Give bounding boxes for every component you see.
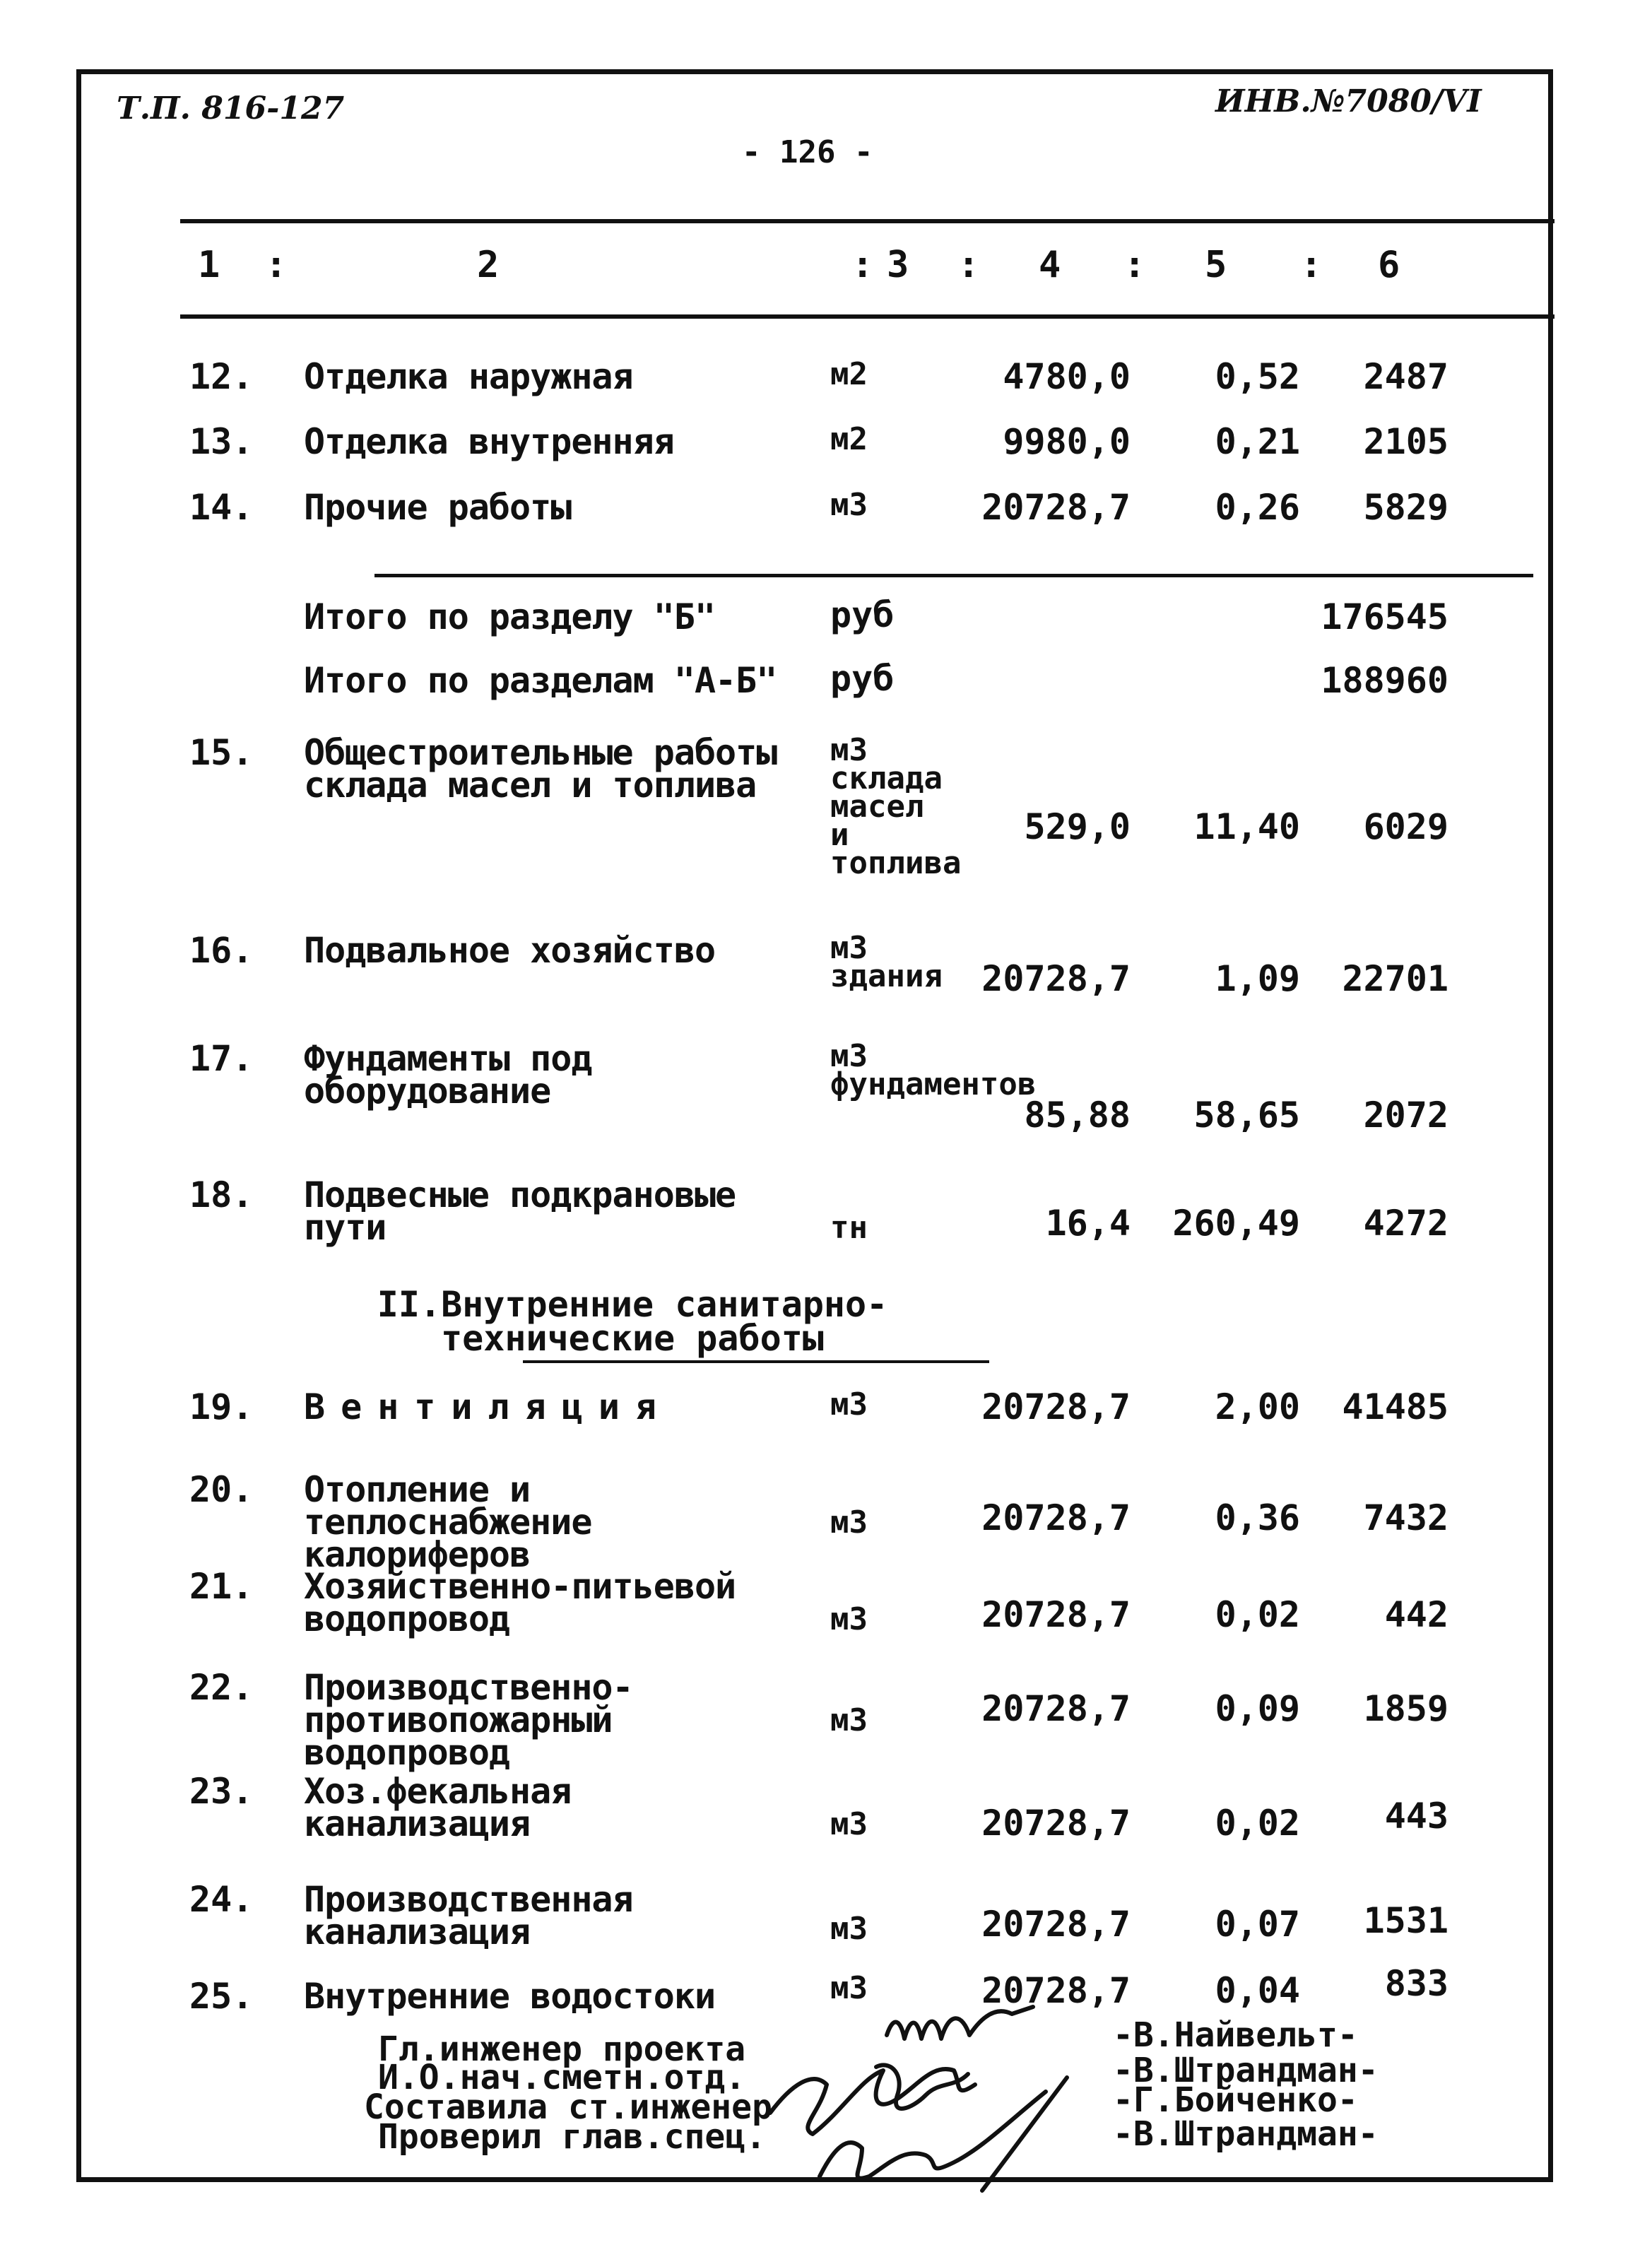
row-rate: 0,52	[1215, 356, 1300, 397]
row-number: 18.	[189, 1174, 254, 1215]
col-sep: :	[851, 244, 874, 286]
col-header-3: 3	[887, 244, 909, 286]
section-title: II.Внутренние санитарно-технические работы	[377, 1284, 888, 1359]
col-header-6: 6	[1378, 244, 1400, 286]
row-qty: 20728,7	[981, 1594, 1131, 1635]
row-rate: 0,02	[1215, 1803, 1300, 1844]
row-name: Фундаменты под оборудование	[304, 1038, 592, 1112]
row-qty: 20728,7	[981, 1803, 1131, 1844]
row-qty: 9980,0	[1003, 421, 1131, 462]
row-number: 17.	[189, 1038, 254, 1079]
row-name: Отопление и теплоснабжение калориферов	[304, 1469, 592, 1575]
row-unit: м2	[830, 356, 868, 392]
row-number: 14.	[189, 487, 254, 528]
col-header-5: 5	[1205, 244, 1227, 286]
signature-scribble	[887, 2007, 1033, 2039]
row-rate: 2,00	[1215, 1386, 1300, 1427]
row-rate: 0,26	[1215, 487, 1300, 528]
row-total: 7432	[1363, 1497, 1449, 1538]
signer-role: Гл.инженер проекта	[378, 2029, 746, 2069]
row-rate: 0,21	[1215, 421, 1300, 462]
row-number: 15.	[189, 732, 254, 773]
row-name: Прочие работы	[304, 487, 572, 528]
subtotal-unit: руб	[830, 658, 895, 699]
row-qty: 20728,7	[981, 958, 1131, 999]
row-unit: м3	[830, 1504, 868, 1540]
row-total: 443	[1384, 1796, 1449, 1837]
row-number: 20.	[189, 1469, 254, 1510]
row-total: 22701	[1342, 958, 1449, 999]
col-sep: :	[957, 244, 980, 286]
row-number: 13.	[189, 421, 254, 462]
signer-role: И.О.нач.сметн.отд.	[378, 2058, 746, 2097]
row-name: Хозяйственно-питьевой водопровод	[304, 1566, 736, 1639]
signer-name: -Г.Бойченко-	[1113, 2080, 1358, 2120]
row-name: Вентиляция	[304, 1386, 673, 1427]
signer-name: -В.Найвельт-	[1113, 2015, 1358, 2055]
row-number: 12.	[189, 356, 254, 397]
row-unit: м3	[830, 1601, 868, 1637]
row-total: 41485	[1342, 1386, 1449, 1427]
row-qty: 20728,7	[981, 1688, 1131, 1729]
row-unit: м2	[830, 421, 868, 457]
row-unit: м3	[830, 1970, 868, 2006]
row-total: 2072	[1363, 1095, 1449, 1136]
row-total: 1531	[1363, 1900, 1449, 1941]
row-total: 5829	[1363, 487, 1449, 528]
row-qty: 85,88	[1024, 1095, 1131, 1136]
row-total: 2105	[1363, 421, 1449, 462]
subtotal-name: Итого по разделам "А-Б"	[304, 660, 777, 701]
row-total: 442	[1384, 1594, 1449, 1635]
inventory-number: ИНВ.№7080/VI	[1215, 83, 1482, 119]
row-unit: м3	[830, 487, 868, 523]
row-qty: 529,0	[1024, 806, 1131, 847]
row-name: Подвесные подкрановые пути	[304, 1174, 736, 1248]
signer-name: -В.Штрандман-	[1113, 2114, 1379, 2154]
signer-name: -В.Штрандман-	[1113, 2051, 1379, 2090]
row-number: 16.	[189, 930, 254, 971]
row-unit: м3 фундаментов	[830, 1038, 1037, 1102]
row-total: 2487	[1363, 356, 1449, 397]
row-rate: 260,49	[1172, 1203, 1300, 1244]
row-number: 19.	[189, 1386, 254, 1427]
col-header-1: 1	[198, 244, 220, 286]
row-name: Хоз.фекальная канализация	[304, 1771, 572, 1844]
row-name: Общестроительные работы склада масел и топлива	[304, 732, 777, 806]
row-rate: 0,02	[1215, 1594, 1300, 1635]
row-number: 22.	[189, 1667, 254, 1708]
row-name: Подвальное хозяйство	[304, 930, 716, 971]
row-qty: 4780,0	[1003, 356, 1131, 397]
row-unit: м3 склада масел и топлива	[830, 732, 962, 881]
row-rate: 0,36	[1215, 1497, 1300, 1538]
page-number: - 126 -	[742, 134, 873, 170]
row-qty: 16,4	[1045, 1203, 1131, 1244]
row-total: 4272	[1363, 1203, 1449, 1244]
row-name: Производственно-противопожарный водопровод	[304, 1667, 633, 1773]
subtotal-unit: руб	[830, 594, 895, 635]
subtotal-total: 188960	[1321, 660, 1449, 701]
row-unit: тн	[830, 1210, 868, 1246]
col-header-2: 2	[477, 244, 500, 286]
row-number: 25.	[189, 1976, 254, 2017]
signer-role: Составила ст.инженер	[364, 2087, 772, 2127]
col-sep: :	[265, 244, 288, 286]
row-qty: 20728,7	[981, 487, 1131, 528]
row-rate: 11,40	[1193, 806, 1300, 847]
col-header-4: 4	[1039, 244, 1061, 286]
row-number: 23.	[189, 1771, 254, 1812]
row-name: Отделка наружная	[304, 356, 633, 397]
row-qty: 20728,7	[981, 1904, 1131, 1945]
row-rate: 0,04	[1215, 1970, 1300, 2011]
subtotal-name: Итого по разделу "Б"	[304, 596, 716, 637]
row-unit: м3	[830, 1386, 868, 1422]
row-qty: 20728,7	[981, 1386, 1131, 1427]
signature-scribble	[770, 2069, 975, 2134]
col-sep: :	[1300, 244, 1323, 286]
row-number: 24.	[189, 1879, 254, 1920]
row-unit: м3	[830, 1702, 868, 1738]
row-total: 6029	[1363, 806, 1449, 847]
project-code: Т.П. 816-127	[117, 90, 345, 126]
row-qty: 20728,7	[981, 1970, 1131, 2011]
signer-role: Проверил глав.спец.	[378, 2117, 767, 2157]
row-unit: м3	[830, 1806, 868, 1842]
row-unit: м3	[830, 1911, 868, 1947]
row-number: 21.	[189, 1566, 254, 1607]
row-name: Производственная канализация	[304, 1879, 633, 1952]
row-name: Внутренние водостоки	[304, 1976, 716, 2017]
row-total: 833	[1384, 1963, 1449, 2004]
row-rate: 0,07	[1215, 1904, 1300, 1945]
row-qty: 20728,7	[981, 1497, 1131, 1538]
col-sep: :	[1123, 244, 1146, 286]
subtotal-total: 176545	[1321, 596, 1449, 637]
row-total: 1859	[1363, 1688, 1449, 1729]
row-rate: 1,09	[1215, 958, 1300, 999]
row-rate: 0,09	[1215, 1688, 1300, 1729]
row-name: Отделка внутренняя	[304, 421, 674, 462]
row-rate: 58,65	[1193, 1095, 1300, 1136]
row-unit: м3 здания	[830, 930, 943, 994]
signature-scribble	[820, 2092, 1046, 2179]
